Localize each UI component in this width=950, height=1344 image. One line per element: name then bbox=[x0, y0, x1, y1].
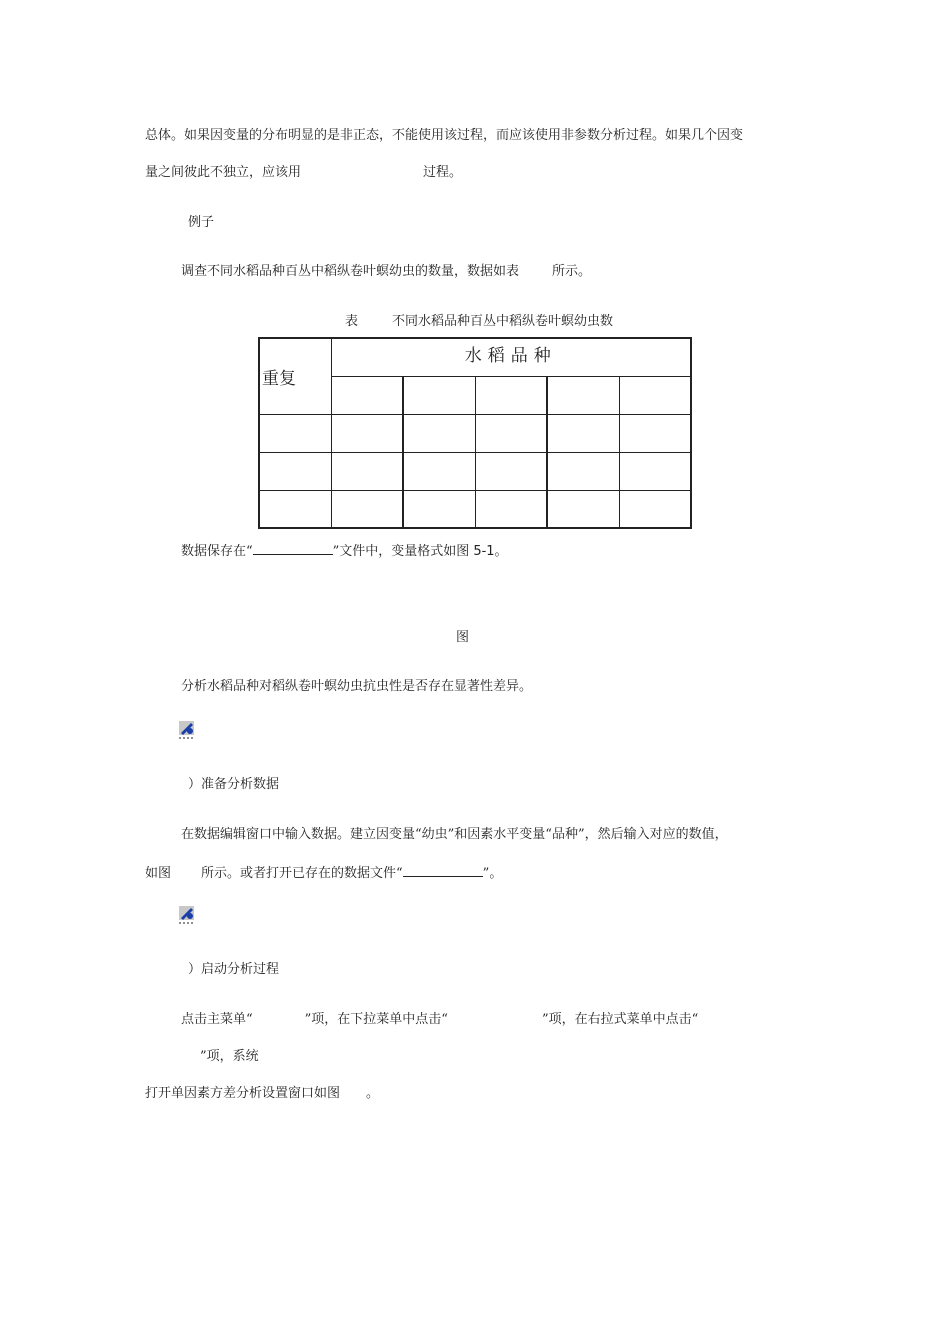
filename-blank bbox=[253, 542, 333, 555]
table-cell bbox=[547, 490, 619, 528]
table-cell bbox=[331, 376, 403, 414]
text-fragment: 所示。或者打开已存在的数据文件“ bbox=[201, 866, 403, 881]
caption-prefix: 表 bbox=[345, 314, 359, 329]
text-fragment: 量之间彼此不独立，应该用 bbox=[145, 165, 302, 180]
table-cell bbox=[619, 490, 691, 528]
example-heading: 例子 bbox=[188, 215, 215, 230]
step2-title: ）启动分析过程 bbox=[188, 962, 280, 977]
table-cell bbox=[259, 452, 331, 490]
figure-reference: 5-1 bbox=[473, 544, 495, 559]
table-cell bbox=[547, 414, 619, 452]
pen-note-icon bbox=[178, 720, 196, 740]
step2-line: ”项，系统 bbox=[200, 1049, 259, 1064]
text-fragment: 过程。 bbox=[423, 165, 463, 180]
figure-label: 图 bbox=[456, 630, 470, 645]
step2-line bbox=[181, 1012, 698, 1028]
table-cell bbox=[475, 452, 547, 490]
table-caption bbox=[345, 314, 613, 330]
text-fragment: ”。 bbox=[482, 866, 503, 881]
text-fragment: 数据保存在“ bbox=[181, 544, 253, 559]
text-fragment: 打开单因素方差分析设置窗口如图 bbox=[145, 1086, 341, 1101]
pen-note-icon bbox=[178, 905, 196, 925]
text-fragment: 如图 bbox=[145, 866, 172, 881]
intro-line bbox=[181, 264, 591, 280]
text-fragment: ”项，在右拉式菜单中点击“ bbox=[541, 1012, 699, 1027]
text-fragment: 调查不同水稻品种百丛中稻纵卷叶螟幼虫的数量，数据如表 bbox=[181, 264, 520, 279]
table-cell bbox=[475, 490, 547, 528]
data-saved-line bbox=[181, 542, 508, 560]
table-cell bbox=[475, 376, 547, 414]
table-cell bbox=[331, 490, 403, 528]
table-cell bbox=[331, 414, 403, 452]
text-fragment: 点击主菜单“ bbox=[181, 1012, 253, 1027]
step1-title: ）准备分析数据 bbox=[188, 777, 280, 792]
table-cell bbox=[475, 414, 547, 452]
data-table bbox=[258, 337, 692, 529]
paragraph-line bbox=[145, 165, 462, 181]
table-cell bbox=[331, 452, 403, 490]
table-cell bbox=[619, 376, 691, 414]
table-cell bbox=[259, 490, 331, 528]
analysis-goal: 分析水稻品种对稻纵卷叶螟幼虫抗虫性是否存在显著性差异。 bbox=[181, 679, 533, 694]
text-fragment: ”文件中，变量格式如图 bbox=[332, 544, 470, 559]
table-cell bbox=[547, 376, 619, 414]
table-cell bbox=[619, 452, 691, 490]
text-fragment: 。 bbox=[366, 1086, 380, 1101]
step1-line: 在数据编辑窗口中输入数据。建立因变量“幼虫”和因素水平变量“品种”，然后输入对应的数值， bbox=[181, 827, 728, 842]
row-header-cell: 重复 bbox=[259, 338, 331, 414]
table-cell bbox=[403, 490, 475, 528]
table-cell bbox=[403, 452, 475, 490]
filename-blank bbox=[403, 864, 483, 877]
table-cell bbox=[403, 414, 475, 452]
table-cell bbox=[547, 452, 619, 490]
table-cell bbox=[403, 376, 475, 414]
step2-line bbox=[145, 1086, 379, 1102]
table-cell bbox=[619, 414, 691, 452]
step1-line bbox=[145, 864, 502, 882]
text-fragment: 。 bbox=[494, 544, 508, 559]
column-group-header: 水稻品种 bbox=[331, 338, 691, 376]
table-cell bbox=[259, 414, 331, 452]
text-fragment: ”项，在下拉菜单中点击“ bbox=[304, 1012, 448, 1027]
paragraph-line: 总体。如果因变量的分布明显的是非正态，不能使用该过程，而应该使用非参数分析过程。如果几个因变 bbox=[145, 128, 744, 143]
caption-title: 不同水稻品种百丛中稻纵卷叶螟幼虫数 bbox=[392, 314, 614, 329]
text-fragment: 所示。 bbox=[552, 264, 592, 279]
